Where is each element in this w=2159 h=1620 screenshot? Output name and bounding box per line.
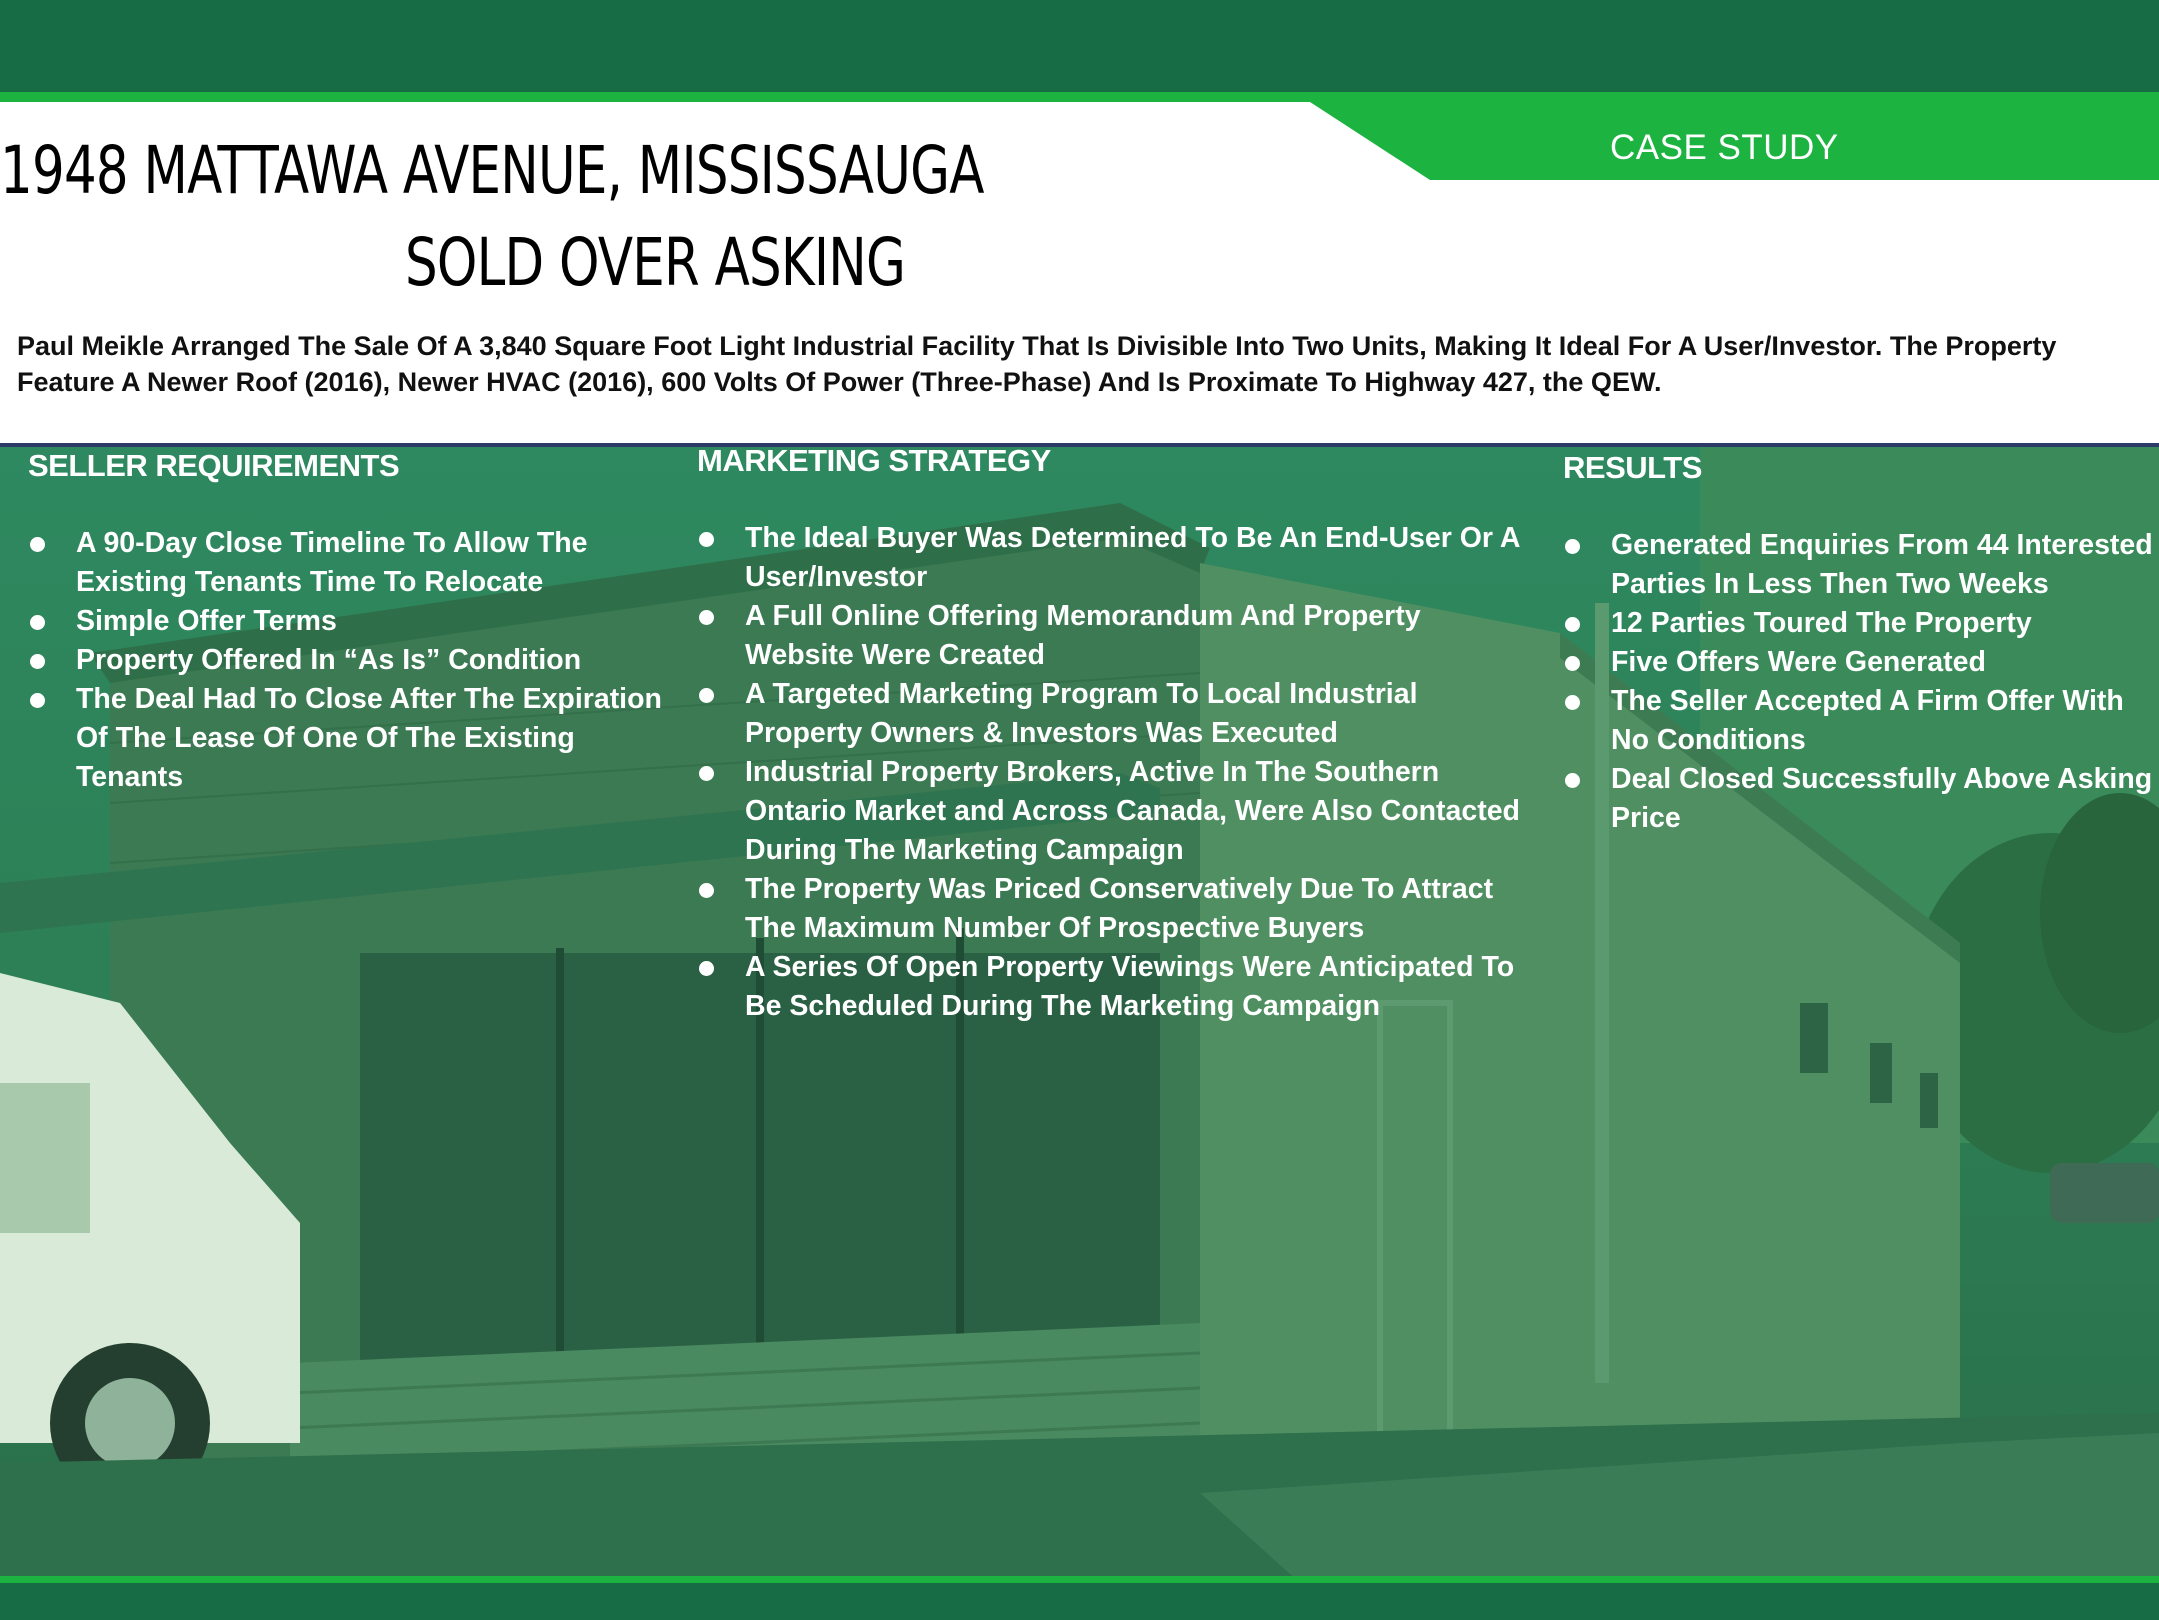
list-item: [697, 948, 1537, 1026]
page-subtitle: SOLD OVER ASKING: [405, 224, 906, 301]
list-item: [28, 641, 668, 680]
bullet-icon: [699, 688, 714, 703]
marketing-strategy-list: [697, 519, 1537, 1026]
bullet-icon: [1565, 773, 1580, 788]
bullet-icon: [699, 766, 714, 781]
list-item-text: Industrial Property Brokers, Active In The Southern Ontario Market and Across Canada, Were Also Contacted During The Marketing Campaign: [745, 756, 1520, 866]
list-item-text: The Deal Had To Close After The Expiration Of The Lease Of One Of The Existing Tenants: [76, 683, 662, 793]
bullet-icon: [30, 693, 45, 708]
bullet-icon: [699, 610, 714, 625]
list-item: [697, 870, 1537, 948]
bullet-icon: [699, 883, 714, 898]
bullet-icon: [30, 537, 45, 552]
list-item: [28, 680, 668, 797]
results-list: [1563, 526, 2159, 838]
list-item: [1563, 643, 2159, 682]
list-item: [28, 602, 668, 641]
bullet-icon: [30, 654, 45, 669]
list-item: [1563, 526, 2159, 604]
list-item-text: Five Offers Were Generated: [1611, 646, 1986, 678]
list-item-text: Simple Offer Terms: [76, 605, 337, 637]
list-item-text: The Ideal Buyer Was Determined To Be An End-User Or A User/Investor: [745, 522, 1520, 593]
bullet-icon: [699, 961, 714, 976]
seller-requirements-section: [28, 448, 668, 797]
bullet-icon: [1565, 695, 1580, 710]
list-item: [1563, 604, 2159, 643]
list-item-text: 12 Parties Toured The Property: [1611, 607, 2032, 639]
page-title: 1948 MATTAWA AVENUE, MISSISSAUGA: [0, 132, 984, 209]
list-item-text: Generated Enquiries From 44 Interested Parties In Less Then Two Weeks: [1611, 529, 2153, 600]
list-item: [697, 675, 1537, 753]
results-section: [1563, 450, 2159, 838]
list-item: [1563, 760, 2159, 838]
list-item-text: The Seller Accepted A Firm Offer With No Conditions: [1611, 685, 2124, 756]
list-item: [28, 524, 668, 602]
list-item-text: Property Offered In “As Is” Condition: [76, 644, 582, 676]
intro-paragraph: Paul Meikle Arranged The Sale Of A 3,840 Square Foot Light Industrial Facility That Is Divisible Into Two Units, Making It Ideal For A User/Investor. The Property Feature A Newer Roof (2016), Newer HVAC (2016), 600 Volts Of Power (Three-Phase) And Is Proximate To Highway 427, the QEW.: [17, 331, 2057, 397]
marketing-strategy-title: MARKETING STRATEGY: [697, 443, 1051, 478]
list-item-text: A Targeted Marketing Program To Local Industrial Property Owners & Investors Was Executed: [745, 678, 1418, 749]
bottom-band: [0, 1583, 2159, 1620]
bullet-icon: [30, 615, 45, 630]
results-title: RESULTS: [1563, 450, 1702, 485]
seller-requirements-list: [28, 524, 668, 797]
list-item-text: A 90-Day Close Timeline To Allow The Existing Tenants Time To Relocate: [76, 527, 588, 598]
list-item: [697, 519, 1537, 597]
list-item: [1563, 682, 2159, 760]
top-accent-stripe: [0, 92, 2159, 102]
bullet-icon: [1565, 656, 1580, 671]
top-band: [0, 0, 2159, 92]
list-item-text: A Full Online Offering Memorandum And Property Website Were Created: [745, 600, 1421, 671]
bullet-icon: [1565, 539, 1580, 554]
bullet-icon: [1565, 617, 1580, 632]
list-item-text: A Series Of Open Property Viewings Were Anticipated To Be Scheduled During The Marketing Campaign: [745, 951, 1515, 1022]
seller-requirements-title: SELLER REQUIREMENTS: [28, 448, 400, 483]
list-item-text: The Property Was Priced Conservatively Due To Attract The Maximum Number Of Prospective Buyers: [745, 873, 1494, 944]
bullet-icon: [699, 532, 714, 547]
list-item: [697, 597, 1537, 675]
list-item-text: Deal Closed Successfully Above Asking Price: [1611, 763, 2153, 834]
list-item: [697, 753, 1537, 870]
case-study-label: CASE STUDY: [1610, 128, 1839, 167]
marketing-strategy-section: [697, 443, 1537, 1026]
